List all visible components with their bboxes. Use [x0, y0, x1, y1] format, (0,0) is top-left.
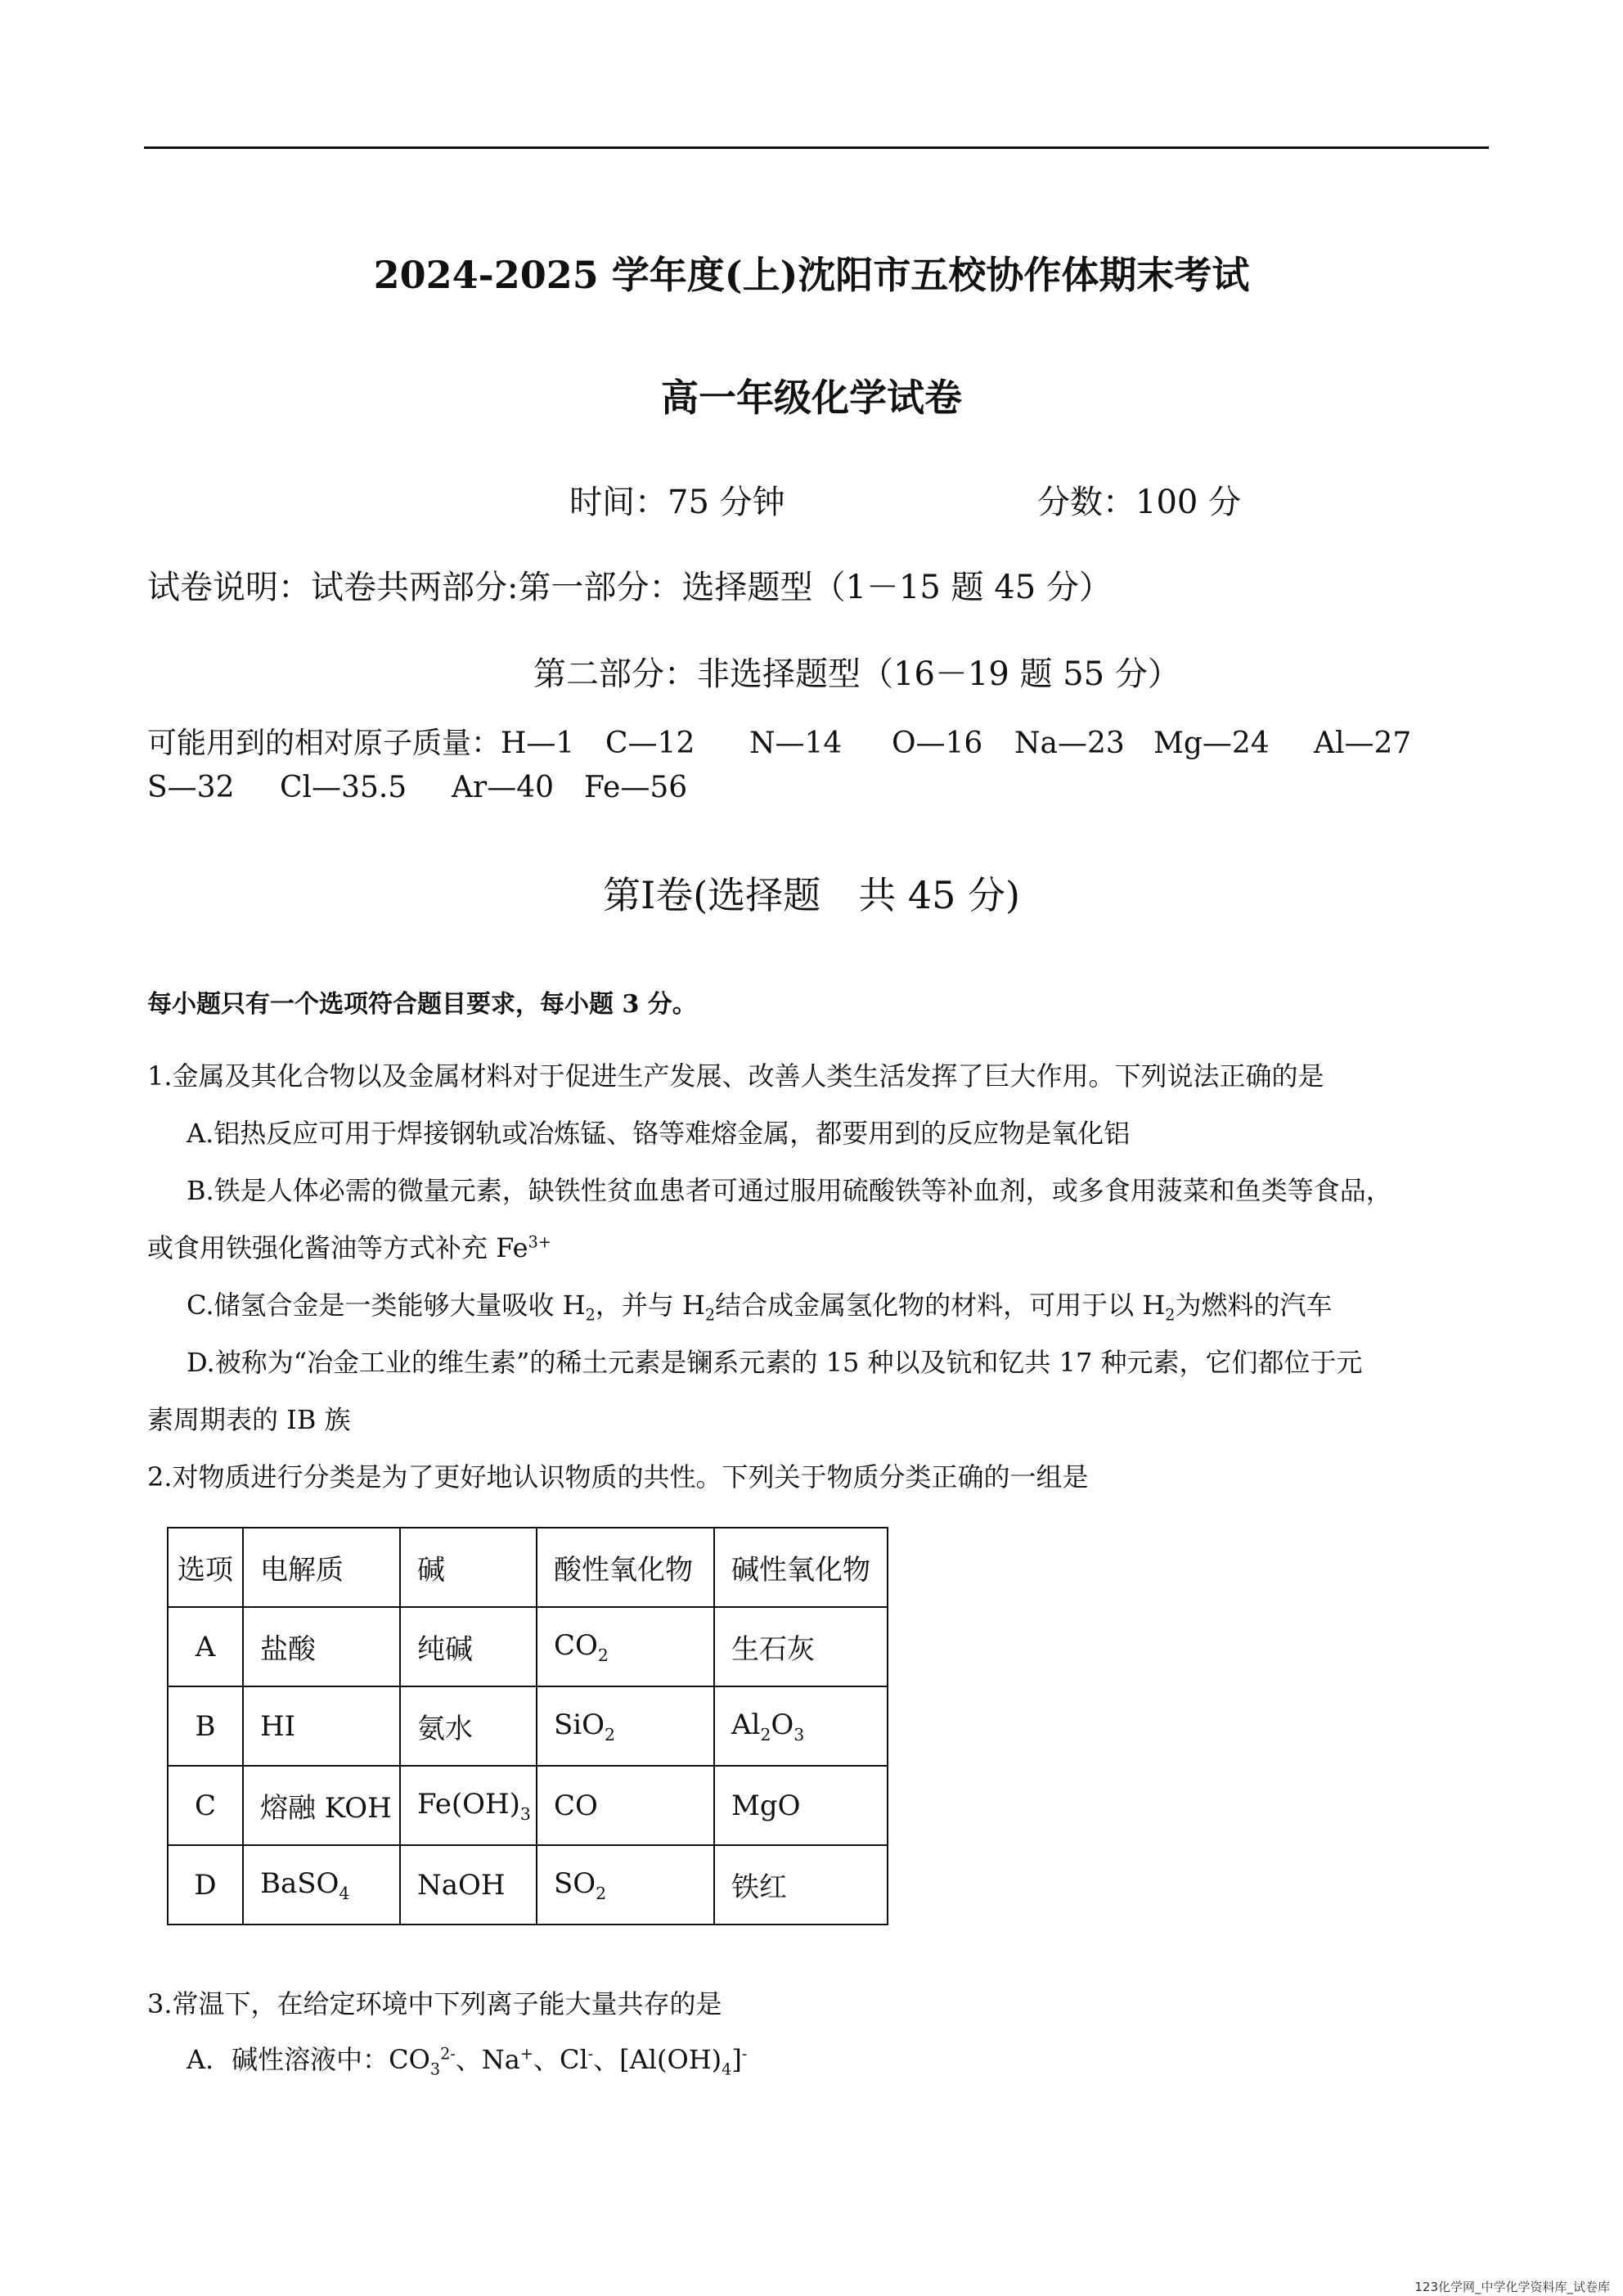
fe3-charge: 3+: [528, 1232, 551, 1252]
atomic-mass-mg: Mg—24: [1153, 727, 1270, 760]
ion-chloride: Cl: [559, 2044, 588, 2075]
cell-base: NaOH: [400, 1845, 537, 1925]
bracket: ]: [731, 2044, 742, 2075]
footer-watermark: 123化学网_中学化学资料库_试卷库: [1414, 2280, 1610, 2294]
q2-stem: 2.对物质进行分类是为了更好地认识物质的共性。下列关于物质分类正确的一组是: [147, 1461, 1089, 1492]
subscript: 4: [722, 2060, 732, 2079]
separator: 、: [593, 2044, 620, 2075]
cell-basic-oxide: MgO: [714, 1766, 888, 1845]
subscript: 3: [794, 1724, 805, 1745]
subscript: 2: [597, 1645, 609, 1665]
formula: CO: [554, 1628, 598, 1662]
header-electrolyte: 电解质: [243, 1528, 400, 1607]
cell-acidic-oxide: CO: [537, 1766, 714, 1845]
formula: SiO: [554, 1708, 605, 1741]
atomic-mass-na: Na—23: [1014, 727, 1125, 760]
subscript: 2: [760, 1724, 771, 1745]
cell-base: 氨水: [400, 1686, 537, 1766]
atomic-mass-c: C—12: [605, 727, 695, 760]
q1-c-part4: 为燃料的汽车: [1175, 1290, 1333, 1321]
row-option: D: [168, 1845, 243, 1925]
table-row: [168, 1607, 888, 1686]
q1-option-d-line1: D.被称为“冶金工业的维生素”的稀土元素是镧系元素的 15 种以及钪和钇共 17 种元素，它们都位于元: [187, 1347, 1363, 1378]
q1-option-c: [187, 1285, 1332, 1324]
charge: 2-: [440, 2044, 456, 2064]
q1-option-d-line2: 素周期表的 IB 族: [147, 1404, 351, 1435]
formula: Al: [731, 1708, 761, 1741]
h2-subscript: 2: [1165, 1305, 1176, 1325]
q3-a-label: A．碱性溶液中：: [187, 2044, 389, 2075]
cell-acidic-oxide: [537, 1607, 714, 1686]
h2-subscript: 2: [704, 1305, 716, 1325]
formula: SO: [554, 1866, 596, 1900]
cell-base: [400, 1766, 537, 1845]
subscript: 2: [596, 1883, 607, 1903]
row-option: C: [168, 1766, 243, 1845]
section-title: 第Ⅰ卷(选择题 共 45 分): [603, 873, 1020, 917]
cell-electrolyte: [243, 1845, 400, 1925]
charge: +: [519, 2044, 533, 2064]
top-rule: [144, 146, 1489, 149]
row-option: A: [168, 1607, 243, 1686]
ion-carbonate: CO: [389, 2044, 430, 2075]
charge: -: [587, 2044, 594, 2064]
cell-basic-oxide: 生石灰: [714, 1607, 888, 1686]
charge: -: [741, 2044, 748, 2064]
cell-acidic-oxide: [537, 1686, 714, 1766]
atomic-mass-al: Al—27: [1314, 727, 1412, 760]
exam-subtitle: 高一年级化学试卷: [661, 376, 962, 420]
subscript: 4: [339, 1883, 350, 1903]
exam-note-line2: 第二部分：非选择题型（16－19 题 55 分）: [533, 655, 1180, 693]
q1-option-b-text: 或食用铁强化酱油等方式补充 Fe: [147, 1232, 528, 1263]
formula: Fe(OH): [417, 1787, 520, 1821]
header-acidic-oxide: 酸性氧化物: [537, 1528, 714, 1607]
q3-stem: 3.常温下，在给定环境中下列离子能大量共存的是: [147, 1988, 722, 2019]
atomic-mass-n: N—14: [749, 727, 843, 760]
atomic-masses-row2: [147, 771, 687, 804]
exam-time: 时间：75 分钟: [569, 484, 785, 521]
cell-base: 纯碱: [400, 1607, 537, 1686]
q1-c-part1: C.储氢合金是一类能够大量吸收 H: [187, 1290, 586, 1321]
cell-electrolyte: HI: [243, 1686, 400, 1766]
q1-option-a: A.铝热反应可用于焊接钢轨或冶炼锰、铬等难熔金属，都要用到的反应物是氧化铝: [187, 1118, 1131, 1149]
atomic-mass-o: O—16: [892, 727, 983, 760]
q1-stem: 1.金属及其化合物以及金属材料对于促进生产发展、改善人类生活发挥了巨大作用。下列说法正确的是: [147, 1060, 1324, 1092]
ion-aluminate: [Al(OH): [619, 2044, 722, 2075]
q1-option-b-line2: [147, 1227, 551, 1265]
classification-table: [167, 1527, 888, 1925]
table-header-row: [168, 1528, 888, 1607]
cell-electrolyte: 盐酸: [243, 1607, 400, 1686]
atomic-mass-s: S—32: [147, 771, 235, 804]
q1-option-b-line1: B.铁是人体必需的微量元素，缺铁性贫血患者可通过服用硫酸铁等补血剂，或多食用菠菜和鱼类等食品，: [187, 1175, 1392, 1206]
q3-option-a: [187, 2039, 747, 2078]
table-row: [168, 1766, 888, 1845]
atomic-masses-row1: [147, 720, 1411, 762]
subscript: 2: [605, 1724, 616, 1745]
atomic-mass-h: H—1: [501, 727, 575, 760]
header-basic-oxide: 碱性氧化物: [714, 1528, 888, 1607]
cell-basic-oxide: [714, 1686, 888, 1766]
exam-title: 2024-2025 学年度(上)沈阳市五校协作体期末考试: [373, 253, 1250, 297]
atomic-masses-label: 可能用到的相对原子质量：: [147, 727, 501, 760]
section-instruction: 每小题只有一个选项符合题目要求，每小题 3 分。: [147, 990, 697, 1019]
ion-sodium: Na: [481, 2044, 520, 2075]
row-option: B: [168, 1686, 243, 1766]
table-row: [168, 1686, 888, 1766]
atomic-mass-fe: Fe—56: [584, 771, 688, 804]
formula: BaSO: [260, 1866, 339, 1900]
formula: O: [771, 1708, 794, 1741]
exam-note-line1: 试卷说明：试卷共两部分:第一部分：选择题型（1－15 题 45 分）: [147, 569, 1112, 606]
atomic-mass-cl: Cl—35.5: [280, 771, 407, 804]
atomic-mass-ar: Ar—40: [452, 771, 555, 804]
subscript: 3: [519, 1803, 531, 1824]
h2-subscript: 2: [585, 1305, 596, 1325]
q1-c-part2: ，并与 H: [595, 1290, 705, 1321]
header-option: 选项: [168, 1528, 243, 1607]
cell-electrolyte: 熔融 KOH: [243, 1766, 400, 1845]
header-base: 碱: [400, 1528, 537, 1607]
cell-basic-oxide: 铁红: [714, 1845, 888, 1925]
separator: 、: [533, 2044, 560, 2075]
subscript: 3: [429, 2060, 441, 2079]
table-row: [168, 1845, 888, 1925]
cell-acidic-oxide: [537, 1845, 714, 1925]
exam-score: 分数：100 分: [1037, 484, 1242, 521]
q1-c-part3: 结合成金属氢化物的材料，可用于以 H: [715, 1290, 1166, 1321]
separator: 、: [455, 2044, 482, 2075]
